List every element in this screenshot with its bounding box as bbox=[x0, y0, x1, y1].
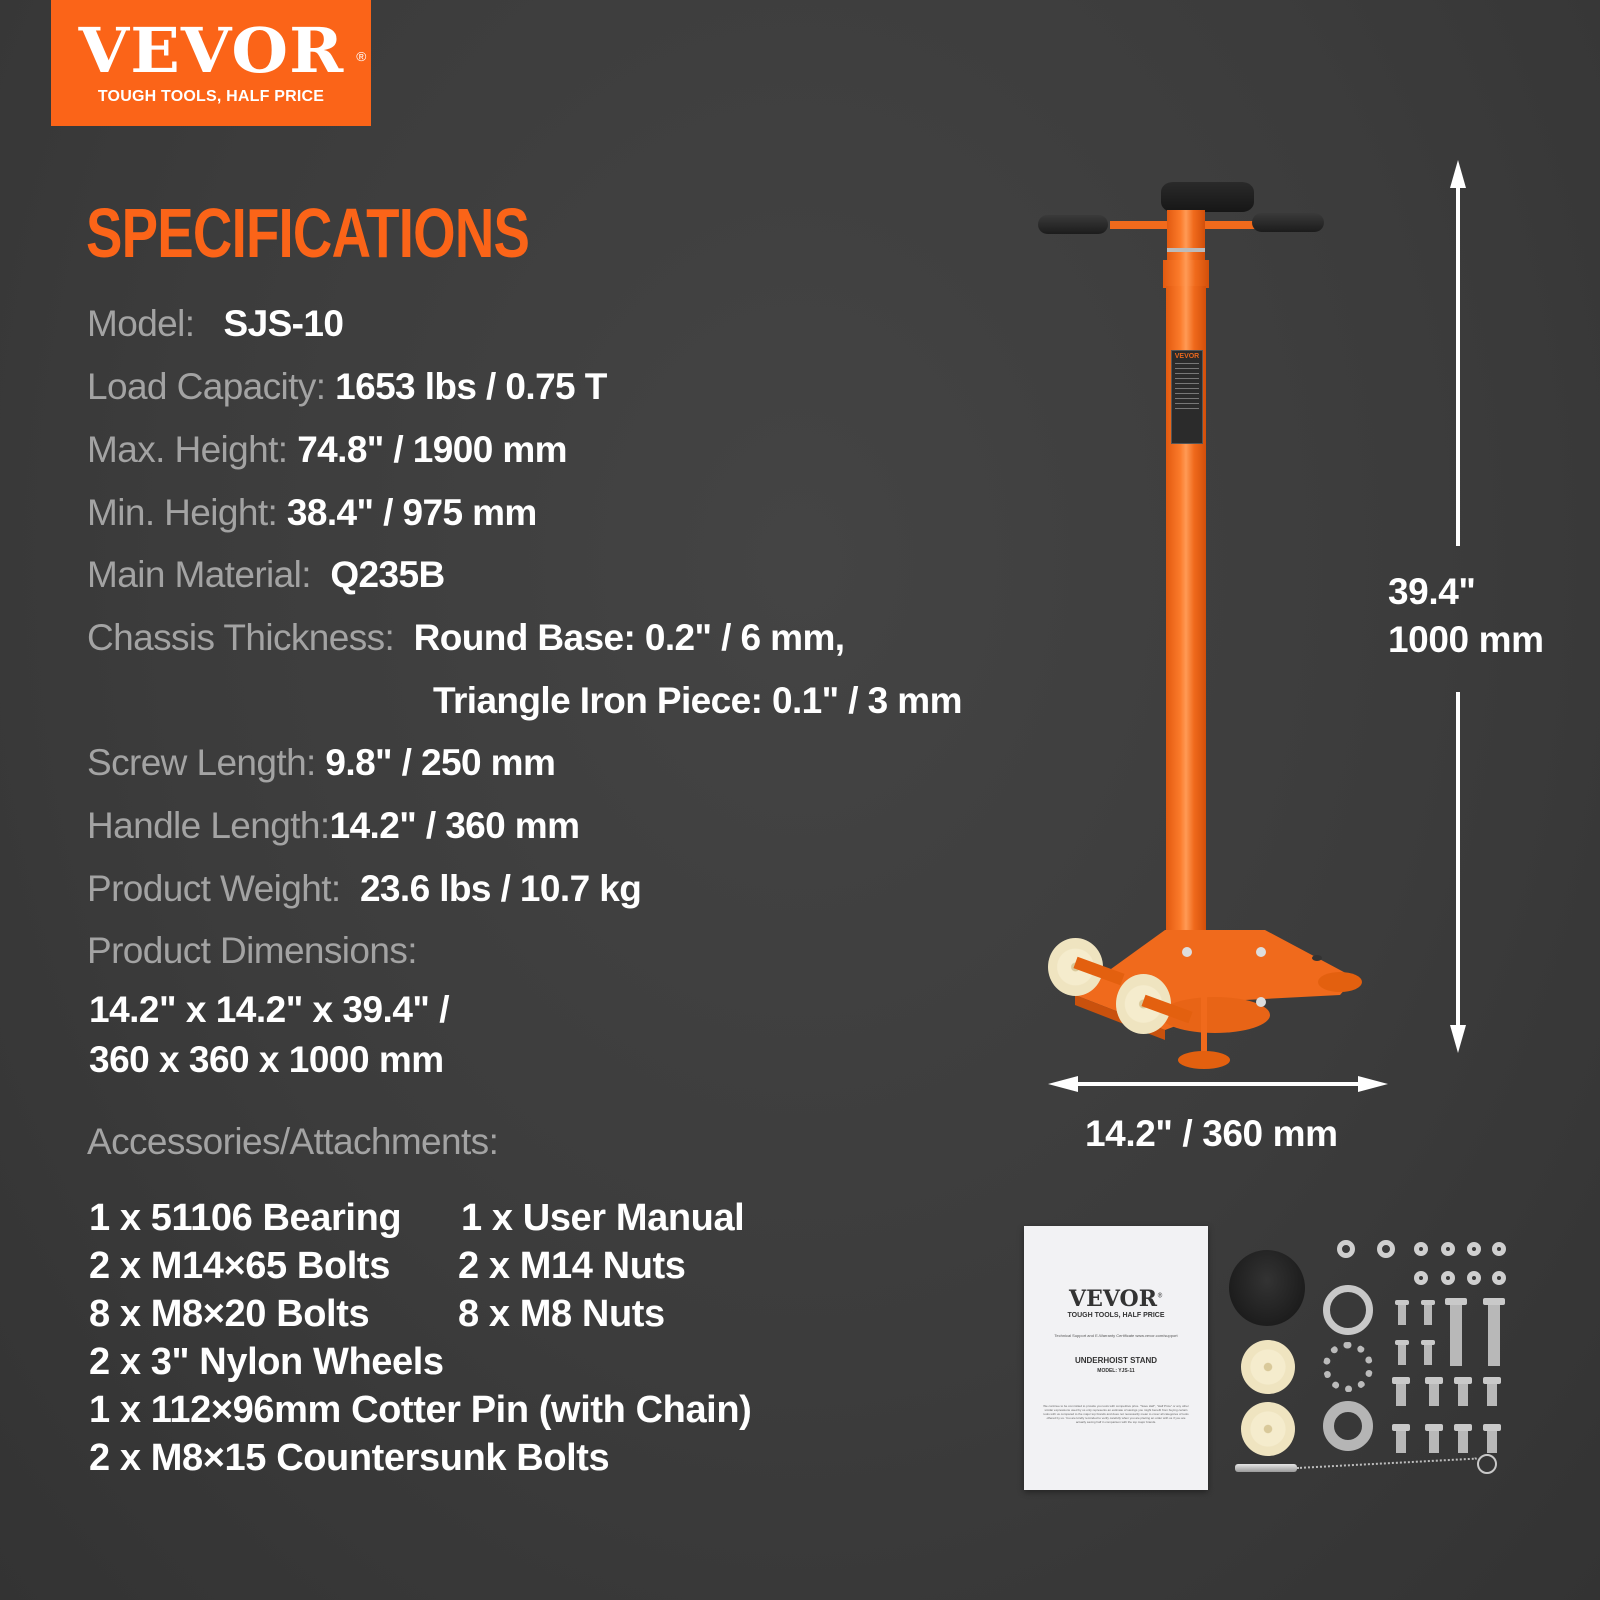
product-label-brand: VEVOR bbox=[1174, 353, 1200, 360]
spec-row-product-weight bbox=[87, 867, 641, 911]
nylon-wheel-part bbox=[1241, 1402, 1295, 1456]
countersunk-bolt bbox=[1395, 1300, 1409, 1326]
countersunk-bolt bbox=[1395, 1340, 1409, 1366]
spec-value: 23.6 lbs / 10.7 kg bbox=[359, 868, 642, 909]
m8-nut bbox=[1441, 1242, 1455, 1256]
m8-nut bbox=[1492, 1242, 1506, 1256]
spec-row-model bbox=[87, 302, 343, 346]
brand-logo bbox=[51, 0, 371, 126]
height-measure-mm: 1000 mm bbox=[1388, 619, 1544, 660]
accessories-heading: Accessories/Attachments: bbox=[87, 1121, 499, 1162]
spec-label: Max. Height: bbox=[87, 429, 288, 470]
manual-support-line: Technical Support and E-Warranty Certificate www.vevor.com/support bbox=[1054, 1333, 1178, 1338]
countersunk-bolt bbox=[1421, 1300, 1435, 1326]
manual-tagline: TOUGH TOOLS, HALF PRICE bbox=[1067, 1312, 1165, 1319]
manual-disclaimer: We continue to be committed to provide you tools with competitive price. "Save Half", "Half Price" or any other similar expressions used by us only represents an estimate of savings you might benefit from buying certain tools with us compared to the major top brands and does not necessarily mean to cover all categories of tools offered by us. You are kindly reminded to verify carefully when you are placing an order with us if you are actually saving half in comparison with the top major brands. bbox=[1043, 1404, 1189, 1424]
arrow-shaft-top bbox=[1456, 186, 1460, 546]
arrow-up-icon bbox=[1450, 160, 1466, 188]
countersunk-bolt bbox=[1421, 1340, 1435, 1366]
spec-value: 38.4" / 975 mm bbox=[286, 492, 537, 533]
accessory-item: 8 x M8×20 Bolts bbox=[89, 1293, 370, 1335]
m8-nut bbox=[1414, 1271, 1428, 1285]
bearing-race bbox=[1323, 1401, 1373, 1451]
spec-label: Handle Length: bbox=[87, 805, 330, 846]
arrow-shaft-bottom bbox=[1456, 692, 1460, 1028]
spec-value: SJS-10 bbox=[223, 303, 344, 344]
product-image-stand bbox=[1030, 180, 1370, 1080]
chain-ring bbox=[1477, 1454, 1497, 1474]
m14-nut bbox=[1337, 1240, 1355, 1258]
manual-title: UNDERHOIST STAND bbox=[1074, 1356, 1158, 1365]
accessory-item: 8 x M8 Nuts bbox=[458, 1293, 665, 1335]
cotter-pin-chain bbox=[1297, 1458, 1477, 1469]
rubber-pad-part bbox=[1229, 1250, 1305, 1326]
bearing-washer bbox=[1323, 1285, 1373, 1335]
arrow-left-icon bbox=[1048, 1076, 1078, 1092]
collar bbox=[1163, 260, 1209, 288]
brand-tagline: TOUGH TOOLS, HALF PRICE bbox=[97, 88, 325, 105]
spec-value: 74.8" / 1900 mm bbox=[297, 429, 567, 470]
bearing-cage bbox=[1323, 1342, 1373, 1392]
m8-nut bbox=[1467, 1242, 1481, 1256]
accessory-item: 1 x User Manual bbox=[461, 1197, 745, 1239]
m8-bolt bbox=[1392, 1424, 1410, 1454]
spec-value: 1653 lbs / 0.75 T bbox=[335, 366, 607, 407]
spec-row-chassis-thickness bbox=[87, 616, 844, 660]
accessory-item: 2 x M14 Nuts bbox=[458, 1245, 686, 1287]
spec-label: Product Dimensions: bbox=[87, 930, 417, 971]
accessory-item: 2 x M8×15 Countersunk Bolts bbox=[89, 1437, 610, 1479]
spec-row-chassis-thickness-cont bbox=[433, 679, 962, 723]
handle-grip-right bbox=[1252, 213, 1324, 232]
nylon-wheel-part bbox=[1241, 1340, 1295, 1394]
manual-brand: VEVOR® bbox=[1069, 1286, 1163, 1312]
rubber-pad bbox=[1161, 182, 1254, 212]
label-text-lines bbox=[1175, 363, 1199, 413]
manual-model: MODEL: YJS-11 bbox=[1097, 1368, 1135, 1374]
m8-bolt bbox=[1425, 1424, 1443, 1454]
arrow-shaft bbox=[1076, 1082, 1360, 1086]
spec-row-main-material bbox=[87, 553, 445, 597]
brand-name: VEVOR ® bbox=[78, 14, 367, 87]
spec-row-max-height bbox=[87, 428, 567, 472]
accessory-item: 2 x M14×65 Bolts bbox=[89, 1245, 390, 1287]
height-measure-inches: 39.4" bbox=[1388, 571, 1476, 612]
spec-label: Product Weight: bbox=[87, 868, 341, 909]
m8-bolt bbox=[1454, 1377, 1472, 1407]
m14-nut bbox=[1377, 1240, 1395, 1258]
spec-label: Chassis Thickness: bbox=[87, 617, 395, 658]
spec-row-load-capacity bbox=[87, 365, 607, 409]
width-dimension-arrow bbox=[1048, 1082, 1388, 1086]
m8-bolt bbox=[1454, 1424, 1472, 1454]
spec-value: Triangle Iron Piece: 0.1" / 3 mm bbox=[433, 680, 962, 721]
m8-nut bbox=[1414, 1242, 1428, 1256]
arrow-down-icon bbox=[1450, 1025, 1466, 1053]
accessories-parts-image bbox=[1225, 1220, 1515, 1490]
spec-value: 14.2" / 360 mm bbox=[329, 805, 580, 846]
spec-value: 9.8" / 250 mm bbox=[325, 742, 556, 783]
m14-bolt bbox=[1483, 1298, 1505, 1366]
spec-label: Screw Length: bbox=[87, 742, 316, 783]
m8-nut bbox=[1492, 1271, 1506, 1285]
product-label-plate bbox=[1171, 350, 1203, 444]
accessory-item: 1 x 51106 Bearing bbox=[89, 1197, 402, 1239]
accessory-item: 1 x 112×96mm Cotter Pin (with Chain) bbox=[89, 1389, 752, 1431]
user-manual-image bbox=[1024, 1226, 1208, 1490]
registered-mark: ® bbox=[355, 49, 367, 64]
handle-grip-left bbox=[1038, 215, 1108, 234]
spec-value: Q235B bbox=[330, 554, 445, 595]
spec-label: Main Material: bbox=[87, 554, 311, 595]
dimensions-line-metric: 360 x 360 x 1000 mm bbox=[89, 1039, 444, 1080]
arrow-right-icon bbox=[1358, 1076, 1388, 1092]
bearing-ring bbox=[1167, 248, 1205, 252]
width-measure: 14.2" / 360 mm bbox=[1085, 1113, 1338, 1154]
spec-row-product-dimensions bbox=[87, 929, 417, 973]
spec-value: Round Base: 0.2" / 6 mm, bbox=[413, 617, 845, 658]
spec-label: Load Capacity: bbox=[87, 366, 326, 407]
m14-bolt bbox=[1445, 1298, 1467, 1366]
m8-nut bbox=[1467, 1271, 1481, 1285]
m8-bolt bbox=[1483, 1377, 1501, 1407]
cotter-pin bbox=[1235, 1464, 1297, 1472]
m8-bolt bbox=[1425, 1377, 1443, 1407]
spec-label: Model: bbox=[87, 303, 195, 344]
spec-row-handle-length bbox=[87, 804, 579, 848]
dimensions-line-imperial: 14.2" x 14.2" x 39.4" / bbox=[89, 989, 449, 1030]
m8-nut bbox=[1441, 1271, 1455, 1285]
accessory-item: 2 x 3" Nylon Wheels bbox=[89, 1341, 444, 1383]
m8-bolt bbox=[1483, 1424, 1501, 1454]
spec-label: Min. Height: bbox=[87, 492, 278, 533]
page-title: SPECIFICATIONS bbox=[86, 194, 530, 272]
spec-row-min-height bbox=[87, 491, 537, 535]
spec-row-screw-length bbox=[87, 741, 555, 785]
m8-bolt bbox=[1392, 1377, 1410, 1407]
